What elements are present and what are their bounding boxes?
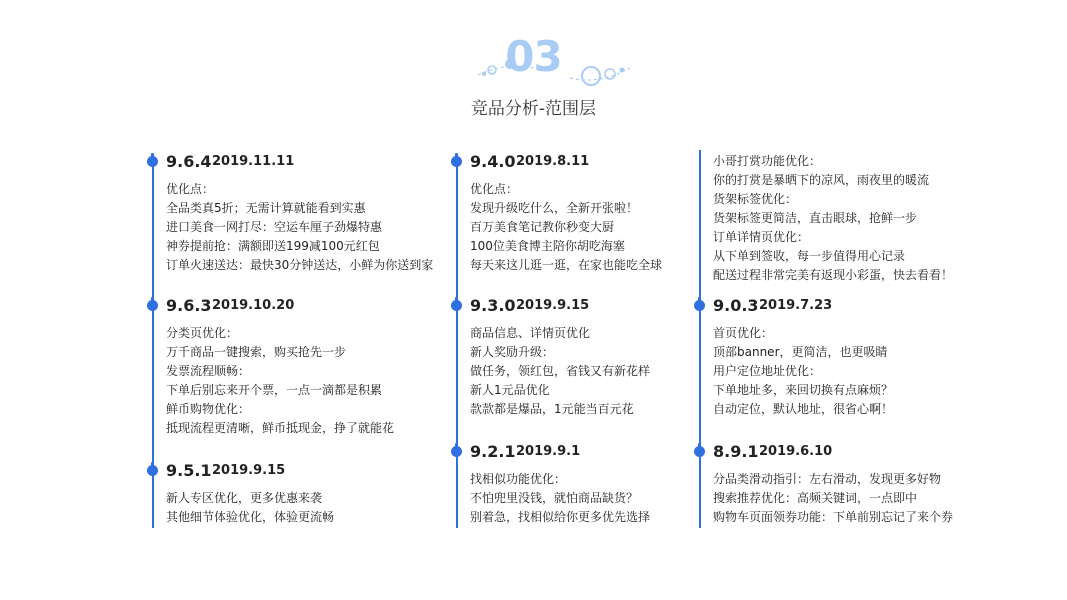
note-line: 自动定位，默认地址，很省心啊！	[713, 402, 894, 416]
note-line: 优化点：	[470, 182, 519, 196]
note-line: 神券提前抢：满额即送199减100元红包	[166, 239, 380, 253]
entry-notes	[166, 324, 394, 438]
section-number: 03	[505, 32, 562, 81]
note-line: 商品信息、详情页优化	[470, 326, 591, 340]
note-line: 100位美食博主陪你胡吃海塞	[470, 239, 625, 253]
note-line: 做任务，领红包，省钱又有新花样	[470, 364, 651, 378]
note-line: 款款都是爆品，1元能当百元花	[470, 402, 634, 416]
timeline-marker-icon	[694, 446, 705, 457]
note-line: 下单地址多，来回切换有点麻烦？	[713, 383, 894, 397]
timeline-marker-icon	[147, 465, 158, 476]
note-line: 优化点：	[166, 182, 215, 196]
note-line: 新人1元品优化	[470, 383, 550, 397]
timeline-line	[699, 150, 701, 528]
release-date: 2019.10.20	[212, 298, 295, 313]
timeline-marker-icon	[451, 156, 462, 167]
note-line: 别着急，找相似给你更多优先选择	[470, 510, 651, 524]
note-line: 首页优化：	[713, 326, 774, 340]
timeline-column-1	[146, 150, 446, 528]
note-line: 发票流程顺畅：	[166, 364, 251, 378]
release-date: 2019.9.15	[516, 298, 590, 313]
note-line: 万千商品一键搜索，购买抢先一步	[166, 345, 347, 359]
note-line: 新人奖励升级：	[470, 345, 555, 359]
timeline-marker-icon	[147, 300, 158, 311]
entry-notes	[166, 180, 433, 275]
release-date: 2019.9.1	[516, 444, 581, 459]
version-number: 8.9.1	[713, 442, 759, 461]
note-line: 顶部banner，更简洁，也更吸睛	[713, 345, 888, 359]
section-header	[0, 30, 1067, 120]
note-line: 进口美食一网打尽：空运车厘子劲爆特惠	[166, 220, 383, 234]
note-line: 用户定位地址优化：	[713, 364, 822, 378]
timeline-column-3	[693, 150, 993, 528]
note-line: 订单火速送达：最快30分钟送达，小鲜为你送到家	[166, 258, 434, 272]
note-line: 下单后别忘来开个票，一点一滴都是积累	[166, 383, 383, 397]
entry-notes	[713, 470, 953, 527]
note-line: 新人专区优化，更多优惠来袭	[166, 491, 323, 505]
note-line: 不怕兜里没钱，就怕商品缺货？	[470, 491, 639, 505]
version-number: 9.6.3	[166, 296, 212, 315]
timeline-marker-icon	[694, 300, 705, 311]
entry-notes	[470, 470, 650, 527]
note-line: 搜索推荐优化：高频关键词，一点即中	[713, 491, 918, 505]
note-line: 百万美食笔记教你秒变大厨	[470, 220, 615, 234]
note-line: 抵现流程更清晰，鲜币抵现金，挣了就能花	[166, 421, 395, 435]
note-line: 你的打赏是暴晒下的凉风，雨夜里的暖流	[713, 173, 930, 187]
entry-notes	[470, 324, 650, 419]
note-line: 货架标签优化：	[713, 192, 798, 206]
note-line: 找相似功能优化：	[470, 472, 567, 486]
version-number: 9.6.4	[166, 152, 212, 171]
release-date: 2019.9.15	[212, 463, 286, 478]
note-line: 鲜币购物优化：	[166, 402, 251, 416]
timeline-marker-icon	[451, 300, 462, 311]
note-line: 发现升级吃什么，全新开张啦！	[470, 201, 639, 215]
note-line: 配送过程非常完美有返现小彩蛋，快去看看！	[713, 268, 954, 282]
note-line: 订单详情页优化：	[713, 230, 810, 244]
entry-notes	[470, 180, 662, 275]
note-line: 从下单到签收，每一步值得用心记录	[713, 249, 906, 263]
version-number: 9.2.1	[470, 442, 516, 461]
note-line: 货架标签更简洁，直击眼球，抢鲜一步	[713, 211, 918, 225]
page-title: 竞品分析-范围层	[470, 99, 597, 119]
entry-notes	[166, 489, 334, 527]
note-line: 每天来这儿逛一逛，在家也能吃全球	[470, 258, 663, 272]
release-date: 2019.8.11	[516, 154, 590, 169]
release-date: 2019.7.23	[759, 298, 833, 313]
version-number: 9.5.1	[166, 461, 212, 480]
note-line: 小哥打赏功能优化：	[713, 154, 822, 168]
version-number: 9.3.0	[470, 296, 516, 315]
version-number: 9.4.0	[470, 152, 516, 171]
note-line: 分类页优化：	[166, 326, 239, 340]
version-number: 9.0.3	[713, 296, 759, 315]
timeline-marker-icon	[147, 156, 158, 167]
note-line: 全品类真5折；无需计算就能看到实惠	[166, 201, 366, 215]
note-line: 其他细节体验优化，体验更流畅	[166, 510, 335, 524]
timeline-marker-icon	[451, 446, 462, 457]
entry-notes	[713, 152, 953, 285]
release-date: 2019.6.10	[759, 444, 833, 459]
release-date: 2019.11.11	[212, 154, 295, 169]
timeline-line	[456, 158, 458, 528]
entry-notes	[713, 324, 893, 419]
note-line: 分品类滑动指引：左右滑动，发现更多好物	[713, 472, 942, 486]
note-line: 购物车页面领券功能：下单前别忘记了来个券	[713, 510, 954, 524]
